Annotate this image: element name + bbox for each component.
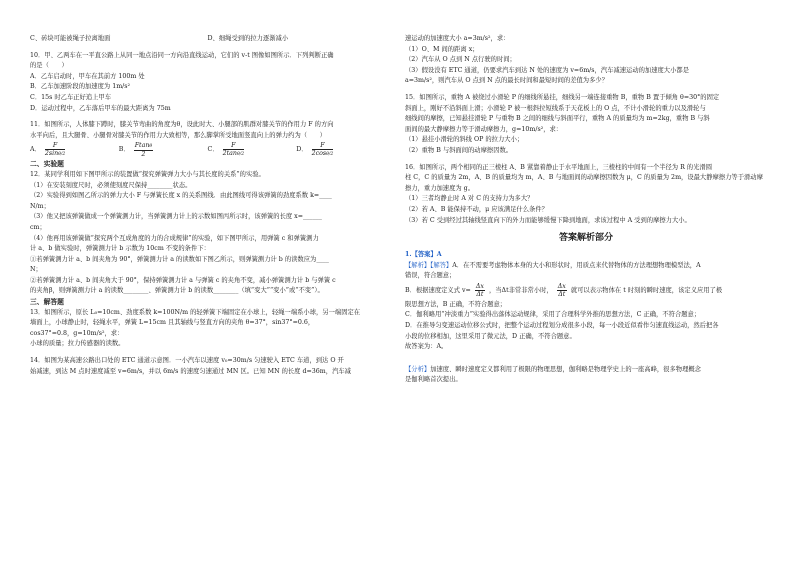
q16-line: （2）若 A、B 能保持不动，μ 应该满足什么条件？ xyxy=(405,205,548,213)
q13-line: 小球的质量；拉力传感器的读数。 xyxy=(30,340,125,348)
q11-line: 11．如图所示，人体膝下蹲时，膝关节弯曲的角度为θ，设此时大、小腿部的肌群对膝关节的作用力 F 的方向 xyxy=(30,121,334,129)
q11-option-d: D． $\frac{F}{2\cos\theta/2}$ xyxy=(296,142,334,158)
fx-line: 【分析】加速度、瞬时速度定义都利用了极限的物理思想，伽利略是物理学史上的一座高峰，很多物理概念 xyxy=(405,365,701,373)
q15-line: 细线间的摩擦，已知悬挂滑轮 P 与重物 B 之间的细线与斜面平行，重物 A 的质量均为 m=2kg，重物 B 与斜 xyxy=(405,115,710,123)
q15-line: 15．如图所示，重物 A 被绕过小滑轮 P 的细线所悬挂，细线另一端连接重物 B，重物 B 置于倾角 θ=30°的固定 xyxy=(405,93,720,101)
analysis-1 xyxy=(405,261,767,282)
q12-line: （4）他再用该弹簧做“探究两个互成角度的力的合成规律”的实验，如下图甲所示，用弹簧 c 和弹簧测力 xyxy=(30,234,319,242)
q12-line: cm； xyxy=(30,223,46,231)
q14c-line: （3）假设没有 ETC 通道，仍要求汽车到达 N 处的速度为 v=6m/s，汽车减速运动的加速度大小都是 xyxy=(405,66,689,74)
q10-line: D．运动过程中，乙车落后甲车的最大距离为 75m xyxy=(30,104,171,112)
q12-line: 12．某同学利用如下图甲所示的装置做“探究弹簧弹力大小与其长度的关系”的实验。 xyxy=(30,170,265,178)
q9-options-cd xyxy=(30,34,385,45)
jx2-line: 故答案为：A。 xyxy=(405,343,448,351)
question-10 xyxy=(30,51,385,115)
q12-line: 计 a、b 做实验时，弹簧测力计 b 示数为 10cm 不变的条件下： xyxy=(30,245,210,253)
question-16 xyxy=(405,163,767,227)
q12-line: N/m； xyxy=(30,202,50,210)
question-14-continued xyxy=(405,34,767,87)
q10-line: 10．甲、乙两车在一平直公路上从同一地点沿同一方向沿直线运动，它们的 v-t 图像如图所示．下列判断正确 xyxy=(30,51,334,59)
jx2-line: 小段的位移相加，这里采用了微元法，D 正确，不符合题意。 xyxy=(405,332,576,340)
q11-option-a: A． $\frac{F}{2\sin\theta/2}$ xyxy=(30,142,66,158)
q11-option-c: C． $\frac{F}{2\tan\theta/2}$ xyxy=(207,142,245,158)
jx2-line: C．伽利略用“冲淡重力”实验得出落体运动规律，采用了合理科学外推的思想方法，C 正确，不符合题意； xyxy=(405,311,701,319)
answer-section-title: 答案解析部分 xyxy=(558,233,613,244)
q12-line: （2）实验得到如图乙所示的弹力大小 F 与弹簧长度 x 的关系图线．由此图线可得该弹簧的劲度系数 k=____ xyxy=(30,192,332,200)
q11-line: 水平向后，且大腿骨、小腿骨对膝关节的作用力大致相等，那么脚掌所受地面竖直向上的弹力约为（ ） xyxy=(30,131,326,139)
q15-line: 面间的最大静摩擦力等于滑动摩擦力，g=10m/s²，求： xyxy=(405,125,563,133)
question-11-options xyxy=(30,141,385,159)
jx2-line: 限思想方法，B 正确，不符合题意； xyxy=(405,300,507,308)
summary-analysis xyxy=(405,365,767,386)
q16-line: （1）三者均静止时 A 对 C 的支持力为多大？ xyxy=(405,195,534,203)
q10-line: C．15s 时乙车正好追上甲车 xyxy=(30,93,112,101)
q12-line: 的夹角β，则弹簧测力计 a 的读数________、弹簧测力计 b 的读数________（填“变大”“变小”或“不变”）。 xyxy=(30,287,324,295)
fx-line: 是伽利略首次提出。 xyxy=(405,376,462,384)
q14c-line: 速运动的加速度大小 a=3m/s²，求： xyxy=(405,35,510,42)
q14-line: 始减速，到达 M 点时速度减至 v=6m/s，并以 6m/s 的速度匀速通过 MN 区。已知 MN 的长度 d=36m，汽车减 xyxy=(30,367,351,375)
q14-line: 14．如图为某高速公路出口处的 ETC 通道示意图．一小汽车以速度 v₀=30m/s 匀速驶入 ETC 车道，到达 O 开 xyxy=(30,357,344,365)
q13-line: 13．如图所示，原长 L₀=10cm、劲度系数 k=100N/m 的轻弹簧下端固定在小球上，轻绳一端系小球，另一端固定在 xyxy=(30,308,361,316)
q12-line: （1）在安装刻度尺时，必须使刻度尺保持________状态。 xyxy=(30,181,192,189)
q14c-line: a=3m/s²，则汽车从 O 点到 N 点的最长时间和最短时间的差值为多少？ xyxy=(405,77,608,85)
q12-line: （3）他又把该弹簧做成一个弹簧测力计，当弹簧测力计上的示数如图丙所示时，该弹簧的长度 x=______ xyxy=(30,213,322,221)
q10-line: A．乙车启动时，甲车在其前方 100m 处 xyxy=(30,72,145,80)
q12-line: ①若弹簧测力计 a、b 间夹角为 90°，弹簧测力计 a 的读数如下图乙所示，则弹簧测力计 b 的读数应为____ xyxy=(30,255,329,263)
q12-line: N； xyxy=(30,266,42,274)
q16-line: 柱 C，C 的质量为 2m，A、B 的质量均为 m，A、B 与地面间的动摩擦因数为 μ，C 的质量为 2m，设最大静摩擦力等于滑动摩 xyxy=(405,174,763,182)
section-answers: 三、解答题 xyxy=(30,298,64,307)
q15-line: 斜面上，刚好不沿斜面上滑；小滑轮 P 被一根斜拉短线系于天花板上的 O 点，不计小滑轮的重力以及滑轮与 xyxy=(405,104,706,112)
question-14 xyxy=(30,356,385,377)
q16-line: 擦力，重力加速度为 g。 xyxy=(405,184,475,192)
jx-line: 错误，符合题意； xyxy=(405,272,456,280)
question-15 xyxy=(405,93,767,157)
section-experiment: 二、实验题 xyxy=(30,160,64,169)
q13-line: cos37°=0.8，g=10m/s²，求： xyxy=(30,329,124,337)
q10-line: 的是（ ） xyxy=(30,62,68,70)
q14c-line: （2）汽车从 O 点到 N 点行驶的时间； xyxy=(405,56,516,64)
answer-1: 1.【答案】A xyxy=(405,251,442,259)
q12-line: ②若弹簧测力计 a、b 间夹角大于 90°，保持弹簧测力计 a 与弹簧 c 的夹角不变，减小弹簧测力计 b 与弹簧 c xyxy=(30,276,336,284)
question-11 xyxy=(30,120,385,141)
option-d: D、细绳受到的拉力逐渐减小 xyxy=(207,35,289,42)
q16-line: 16．如图所示，两个相同的正三棱柱 A、B 紧靠着静止于水平地面上，三棱柱的中间有一个半径为 R 的光滑圆 xyxy=(405,163,712,171)
q11-option-b: B． $\frac{Ftan\theta}{2}$ xyxy=(118,142,153,159)
jx-line: 【解析】【解答】A．在不需要考虑物体本身的大小和形状时，用质点来代替物体的方法理想物理模型法，A xyxy=(405,261,701,269)
q15-line: （2）重物 B 与斜面间的动摩擦因数。 xyxy=(405,146,513,154)
question-13 xyxy=(30,308,385,350)
q15-line: （1）悬挂小滑轮的斜线 OP 的拉力大小； xyxy=(405,136,524,144)
q14c-line: （1）O、M 间的距离 x； xyxy=(405,45,479,53)
q13-line: 墙面上，小球静止时，轻绳水平，弹簧 L=15cm 且其轴线与竖直方向的夹角 θ=37°，sin37°=0.6， xyxy=(30,319,315,327)
q16-line: （3）若 C 受到经过其轴线竖直向下的外力而能够缓慢下降到地面，求该过程中 A 受到的摩擦力大小。 xyxy=(405,216,691,224)
analysis-b-formula-line: B．根据速度定义式 v= $\frac{\Delta x}{\Delta t}$ ，当Δt非常非常小时， $\frac{\Delta x}{\Delta t}$ 就可以表示物体在 t 时刻的瞬时速度，该定义应用了极 xyxy=(405,283,723,299)
q10-line: B．乙车加速阶段的加速度为 1m/s² xyxy=(30,83,131,91)
right-column xyxy=(405,34,767,386)
jx2-line: D．在推导匀变速运动位移公式时，把整个运动过程划分成很多小段，每一小段近似看作匀速直线运动，然后把各 xyxy=(405,322,719,330)
option-c: C、砖块可能被绳子拉离地面 xyxy=(30,35,111,42)
analysis-1-continued xyxy=(405,300,767,353)
left-column xyxy=(30,34,385,377)
question-12 xyxy=(30,170,385,297)
